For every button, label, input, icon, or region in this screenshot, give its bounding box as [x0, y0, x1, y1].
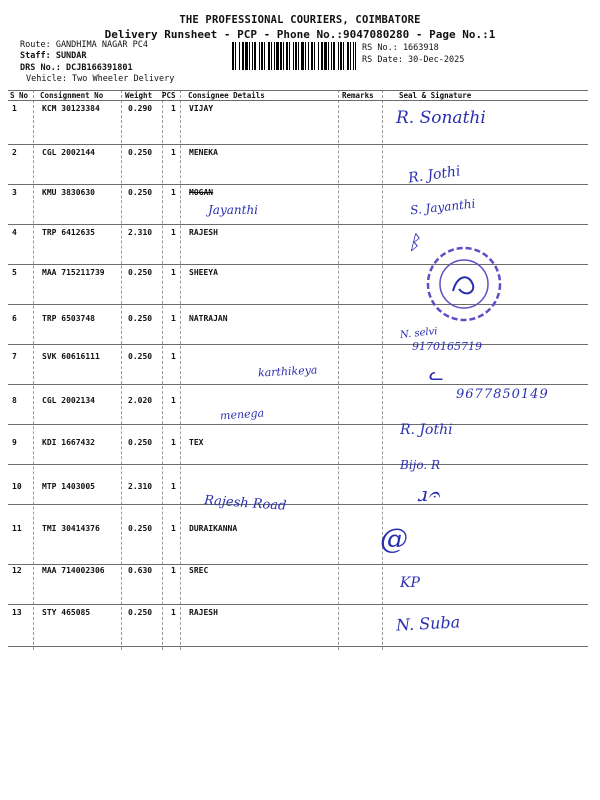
row-10-consignment: MTP 1403005 [42, 482, 95, 491]
row-5-weight: 0.250 [128, 268, 153, 277]
handwritten-phone-row7: 9677850149 [456, 387, 549, 402]
row-2-consignment: CGL 2002144 [42, 148, 95, 157]
handwritten-note-row3: Jayanthi [208, 203, 259, 217]
col-weight: Weight [125, 91, 153, 100]
row-1-pcs: 1 [171, 104, 176, 113]
row-7-weight: 0.250 [128, 352, 153, 361]
signature-row13: N. Suba [395, 612, 461, 635]
row-11-consignee: DURAIKANNA [189, 524, 238, 533]
row-1-consignee: VIJAY [189, 104, 214, 113]
row-5-pcs: 1 [171, 268, 176, 277]
row-4-consignee: RAJESH [189, 228, 218, 237]
runsheet-subtitle: Delivery Runsheet - PCP - Phone No.:9047080280 - Page No.:1 [104, 28, 496, 41]
row-6-consignment: TRP 6503748 [42, 314, 95, 323]
row-6-consignee: NATRAJAN [189, 314, 228, 323]
signature-row10: ɹ𝄐 [418, 482, 440, 506]
col-consignment: Consignment No [40, 91, 104, 100]
company-title: THE PROFESSIONAL COURIERS, COIMBATORE [179, 14, 421, 26]
signature-row2: R. Jothi [407, 163, 462, 187]
handwritten-note-row8: menega [219, 406, 265, 423]
row-4-consignment: TRP 6412635 [42, 228, 95, 237]
row-12-pcs: 1 [171, 566, 176, 575]
row-13-pcs: 1 [171, 608, 176, 617]
seal-stamp [425, 245, 503, 323]
col-pcs: PCS [162, 91, 176, 100]
row-2-weight: 0.250 [128, 148, 153, 157]
row-10-pcs: 1 [171, 482, 176, 491]
row-2-consignee: MENEKA [189, 148, 218, 157]
row-9-consignment: KDI 1667432 [42, 438, 95, 447]
col-seal: Seal & Signature [399, 91, 472, 100]
col-sno: S No [10, 91, 29, 100]
row-11-weight: 0.250 [128, 524, 153, 533]
row-13-consignment: STY 465085 [42, 608, 91, 617]
row-5-sno: 5 [12, 268, 17, 277]
staff-label: Staff: SUNDAR [20, 51, 87, 61]
row-7-sno: 7 [12, 352, 17, 361]
signature-row11: @ [380, 522, 408, 555]
row-10-weight: 2.310 [128, 482, 153, 491]
handwritten-phone-row6: 9170165719 [412, 340, 482, 353]
row-11-consignment: TMI 30414376 [42, 524, 100, 533]
row-9-sno: 9 [12, 438, 17, 447]
signature-row7: ᓚ [428, 364, 444, 385]
route-label: Route: GANDHIMA NAGAR PC4 [20, 40, 148, 50]
signature-row9: Bijo. R [400, 458, 441, 472]
vehicle-label: Vehicle: Two Wheeler Delivery [26, 74, 175, 84]
col-remarks: Remarks [342, 91, 374, 100]
row-3-pcs: 1 [171, 188, 176, 197]
row-12-sno: 12 [12, 566, 22, 575]
rs-number: RS No.: 1663918 [362, 43, 439, 53]
signature-row4: ᛒ [408, 230, 420, 254]
row-3-consignee: MOGAN [189, 188, 214, 197]
col-consignee: Consignee Details [188, 91, 265, 100]
row-2-pcs: 1 [171, 148, 176, 157]
row-3-sno: 3 [12, 188, 17, 197]
row-4-weight: 2.310 [128, 228, 153, 237]
row-7-pcs: 1 [171, 352, 176, 361]
handwritten-note-row7: karthikeya [257, 363, 318, 380]
row-8-consignment: CGL 2002134 [42, 396, 95, 405]
row-3-consignment: KMU 3830630 [42, 188, 95, 197]
row-6-sno: 6 [12, 314, 17, 323]
row-8-sno: 8 [12, 396, 17, 405]
row-4-pcs: 1 [171, 228, 176, 237]
signature-row12: KP [400, 575, 420, 591]
row-6-weight: 0.250 [128, 314, 153, 323]
row-12-consignment: MAA 714002306 [42, 566, 105, 575]
signature-row8: R. Jothi [400, 422, 453, 438]
row-11-pcs: 1 [171, 524, 176, 533]
row-13-sno: 13 [12, 608, 22, 617]
row-12-consignee: SREC [189, 566, 209, 575]
row-12-weight: 0.630 [128, 566, 153, 575]
row-5-consignee: SHEEYA [189, 268, 218, 277]
row-8-pcs: 1 [171, 396, 176, 405]
row-4-sno: 4 [12, 228, 17, 237]
row-9-pcs: 1 [171, 438, 176, 447]
barcode [232, 42, 356, 70]
handwritten-note-row10: Rajesh Road [203, 493, 287, 514]
row-6-pcs: 1 [171, 314, 176, 323]
row-9-consignee: TEX [189, 438, 204, 447]
row-13-consignee: RAJESH [189, 608, 218, 617]
row-5-consignment: MAA 715211739 [42, 268, 105, 277]
row-1-sno: 1 [12, 104, 17, 113]
runsheet-table [8, 90, 588, 650]
handwritten-note-row6: N. selvi [399, 326, 439, 341]
signature-row1: R. Sonathi [396, 108, 486, 128]
signature-row3: S. Jayanthi [409, 196, 476, 218]
row-7-consignment: SVK 60616111 [42, 352, 100, 361]
rs-date: RS Date: 30-Dec-2025 [362, 55, 465, 65]
row-1-consignment: KCM 30123384 [42, 104, 100, 113]
row-9-weight: 0.250 [128, 438, 153, 447]
row-1-weight: 0.290 [128, 104, 153, 113]
row-2-sno: 2 [12, 148, 17, 157]
row-8-weight: 2.020 [128, 396, 153, 405]
row-13-weight: 0.250 [128, 608, 153, 617]
row-10-sno: 10 [12, 482, 22, 491]
row-11-sno: 11 [12, 524, 22, 533]
row-3-weight: 0.250 [128, 188, 153, 197]
drs-number: DRS No.: DCJB166391801 [20, 63, 133, 73]
